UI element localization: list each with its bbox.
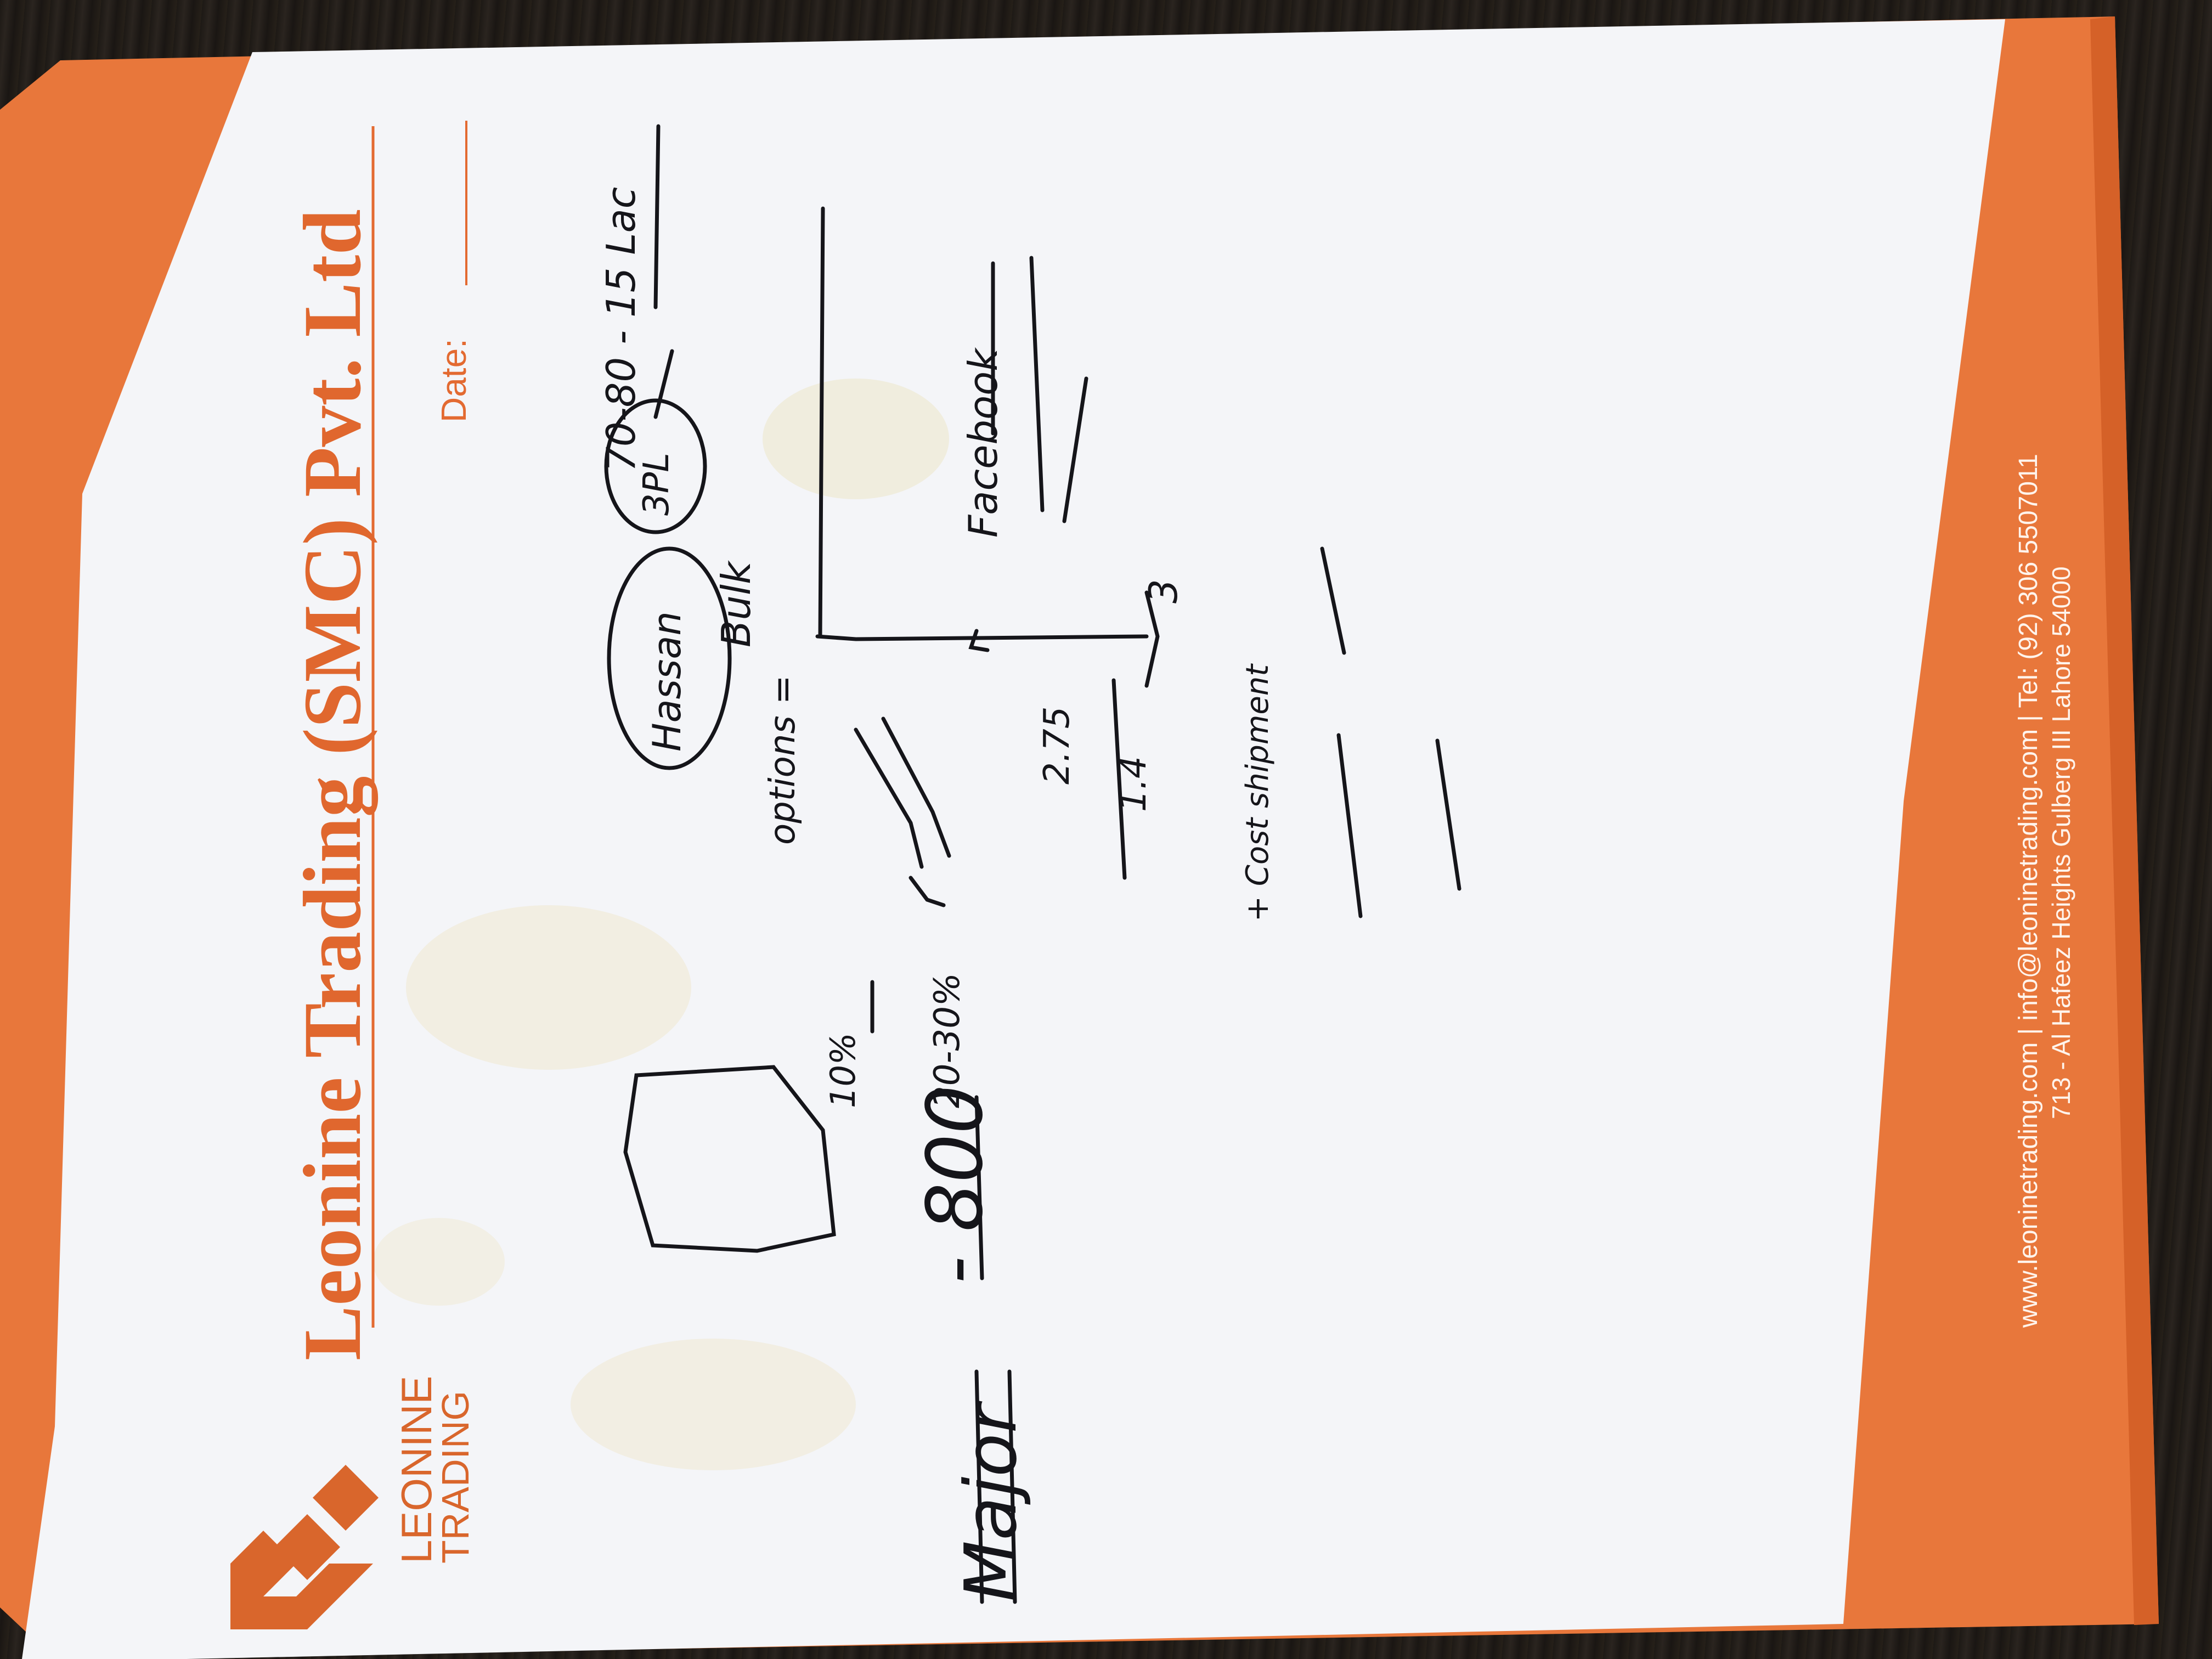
company-name: Leonine Trading (SMC) Pvt. Ltd [287,209,378,1361]
footer-address-line: 713 - Al Hafeez Heights Gulberg III Lahore 54000 [2047,566,2075,1119]
note-3: 3 [1141,579,1186,603]
paper-stain [763,379,949,499]
logo-text-trading: TRADING [434,1391,477,1564]
note-800: - 800 [911,1085,1000,1284]
logo-text-leonine: LEONINE [392,1375,441,1564]
paper-stain [373,1218,505,1306]
note-facebook: Facebook [960,348,1006,538]
note-3pl: 3PL [636,453,677,516]
note-price-range: 70-80 - 15 Lac [598,187,644,472]
note-20-30-percent: 20-30% [927,973,968,1108]
footer-contact-line: www.leoninetrading.com | info@leoninetrading.com | Tel: (92) 306 5507011 [2014,454,2043,1328]
paper-stain [406,905,691,1070]
note-options: options = [763,675,803,845]
note-hassan: Hassan [645,611,690,752]
note-bulk: Bulk [713,561,759,647]
note-cost-shipment: + Cost shipment [1240,664,1276,922]
paper-stain [571,1339,856,1470]
note-major: Major [949,1404,1032,1602]
note-10-percent: 10% [823,1032,863,1108]
date-label: Date: [434,338,473,422]
note-2-75: 2.75 [1037,706,1077,785]
note-1-4: 1.4 [1114,756,1154,812]
